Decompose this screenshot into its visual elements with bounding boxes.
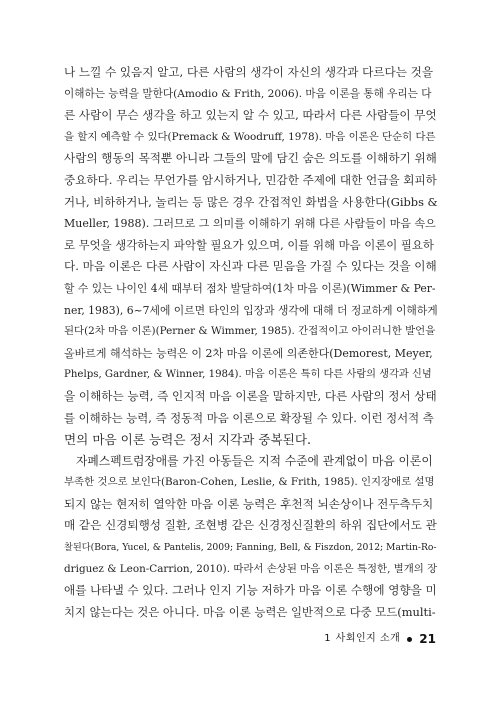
text-line: 찰된다(Bora, Yucel, & Pantelis, 2009; Fanning, Bell, & Fiszdon, 2012; Martin-Ro- (64, 542, 437, 554)
text-line: 면의 마음 이론 능력은 정서 지각과 중복된다. (64, 432, 312, 448)
text-line: 을 이해하는 능력, 즉 인지적 마음 이론을 말하지만, 다른 사람의 정서 상태 (64, 388, 437, 403)
text-line: 부족한 것으로 보인다(Baron-Cohen, Leslie, & Frith, 1985). 인지장애로 설명 (64, 476, 435, 489)
text-line: 나 느낄 수 있음지 알고, 다른 사람의 생각이 자신의 생각과 다르다는 것을 (64, 65, 434, 79)
text-line: 자폐스펙트럼장애를 가진 아동들은 지적 수준에 관계없이 마음 이론이 (76, 453, 433, 468)
text-line: Phelps, Gardner, & Winner, 1984). 마음 이론은 특히 다른 사람의 생각과 신념 (64, 369, 432, 381)
text-line: 되지 않는 현저히 열악한 마음 이론 능력은 후천적 뇌손상이나 전두측두치 (64, 496, 434, 511)
text-line: 로 무엇을 생각하는지 파악할 필요가 있으며, 이를 위해 마음 이론이 필요하 (64, 237, 434, 252)
text-line: 른 사람이 무슨 생각을 하고 있는지 알 수 있고, 따라서 다른 사람들이 무엇 (64, 108, 437, 123)
text-line: 를 이해하는 능력, 즉 정동적 마음 이론으로 확장될 수 있다. 이런 정서적 측 (64, 410, 434, 425)
text-line: 이해하는 능력을 말한다(Amodio & Frith, 2006). 마음 이론을 통해 우리는 다 (64, 87, 432, 100)
page-body (64, 62, 438, 623)
text-line: driguez & Leon-Carrion, 2010). 따라서 손상된 마음 이론은 특정한, 별개의 장 (64, 562, 438, 575)
text-line: 매 같은 신경퇴행성 질환, 조현병 같은 신경정신질환의 하위 집단에서도 관 (64, 518, 437, 533)
text-line: 사람의 행동의 목적뿐 아니라 그들의 말에 담긴 숨은 의도를 이해하기 위해 (64, 151, 437, 166)
text-line: 애를 나타낼 수 있다. 그러나 인지 기능 저하가 마음 이론 수행에 영향을 미 (64, 583, 437, 598)
text-line: 할 수 있는 나이인 4세 때부터 점차 발달하여(1차 마음 이론)(Wimmer & Per- (64, 281, 436, 295)
text-line: 된다(2차 마음 이론)(Perner & Wimmer, 1985). 간접적이고 아이러니한 발언을 (64, 325, 436, 338)
paragraph-2 (64, 451, 438, 624)
chapter-title: 사회인지 소개 (335, 633, 401, 644)
text-line: 올바르게 해석하는 능력은 이 2차 마음 이론에 의존한다(Demorest, Meyer, (64, 346, 433, 360)
text-line: ner, 1983), 6~7세에 이르면 타인의 입장과 생각에 대해 더 정교하게 이해하게 (64, 303, 438, 317)
bullet-separator-icon (407, 637, 412, 642)
page-number: 21 (419, 632, 436, 646)
paragraph-1 (64, 62, 438, 451)
text-line: Mueller, 1988). 그러므로 그 의미를 이해하기 위해 다른 사람들이 마음 속으 (64, 217, 436, 231)
text-line: 을 할지 예측할 수 있다(Premack & Woodruff, 1978). 마음 이론은 단순히 다른 (64, 130, 436, 143)
chapter-number: 1 (324, 633, 331, 644)
text-line: 중요하다. 우리는 무언가를 암시하거나, 민감한 주제에 대한 언급을 회피하 (64, 172, 437, 187)
page-footer (324, 631, 436, 647)
text-line: 치지 않는다는 것은 아니다. 마음 이론 능력은 일반적으로 다중 모드(multi- (64, 604, 436, 619)
text-line: 거나, 비하하거나, 놀리는 등 많은 경우 간접적인 화법을 사용한다(Gibbs & (64, 194, 438, 209)
text-line: 다. 마음 이론은 다른 사람이 자신과 다른 믿음을 가질 수 있다는 것을 이해 (64, 259, 437, 274)
